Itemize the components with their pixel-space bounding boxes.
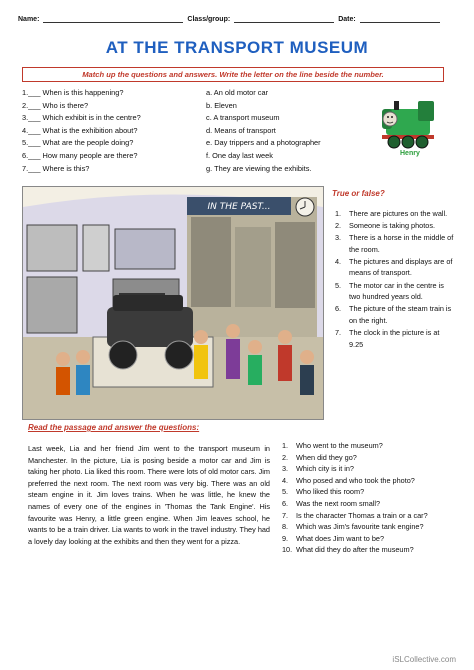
- tank-engine-illustration: [378, 95, 444, 153]
- match-question[interactable]: 4.___ What is the exhibition about?: [22, 125, 138, 135]
- reading-heading: Read the passage and answer the questions:: [28, 423, 200, 432]
- scene-picture: [27, 277, 77, 333]
- match-answer: f. One day last week: [206, 150, 273, 160]
- list-item[interactable]: 7. Is the character Thomas a train or a car?: [282, 510, 428, 520]
- engine-wheel: [416, 136, 428, 148]
- list-item[interactable]: 1. There are pictures on the wall.: [335, 209, 448, 218]
- scene-person: [278, 330, 292, 344]
- engine-face: [383, 112, 397, 126]
- true-false-list: [335, 208, 455, 351]
- scene-picture: [27, 225, 77, 271]
- list-item[interactable]: 10. What did they do after the museum?: [282, 545, 414, 555]
- match-question[interactable]: 3.___ Which exhibit is in the centre?: [22, 113, 141, 123]
- scene-person: [226, 324, 240, 338]
- true-false-heading: True or false?: [332, 189, 385, 198]
- reading-questions: [282, 440, 462, 556]
- name-line[interactable]: [43, 14, 183, 23]
- header-fields: [18, 14, 458, 23]
- scene-picture: [115, 229, 175, 269]
- list-item[interactable]: 2. Someone is taking photos.: [335, 221, 435, 231]
- list-item[interactable]: 7. The clock in the picture is at 9.25: [335, 327, 440, 349]
- match-answers: [206, 87, 366, 175]
- list-item[interactable]: 5. The motor car in the centre is two hundred years old.: [335, 280, 444, 302]
- list-item[interactable]: 5. Who liked this room?: [282, 487, 365, 497]
- match-question[interactable]: 5.___ What are the people doing?: [22, 138, 134, 148]
- date-label: Date:: [338, 16, 356, 23]
- engine-wheel: [402, 136, 414, 148]
- match-questions: [22, 87, 202, 175]
- scene-person: [56, 352, 70, 366]
- match-question[interactable]: 2.___ Who is there?: [22, 100, 89, 110]
- match-answer: b. Eleven: [206, 100, 237, 110]
- scene-person: [76, 350, 90, 364]
- scene-picture: [83, 225, 109, 271]
- scene-person: [300, 350, 314, 364]
- class-label: Class/group:: [187, 16, 231, 23]
- engine-cab: [418, 101, 434, 121]
- match-answer: a. An old motor car: [206, 88, 269, 97]
- list-item[interactable]: 4. The pictures and displays are of means of transport.: [335, 256, 453, 278]
- match-answer: d. Means of transport: [206, 125, 276, 135]
- match-instruction: Match up the questions and answers. Write the letter on the line beside the number.: [22, 67, 444, 82]
- match-question[interactable]: 7.___ Where is this?: [22, 163, 90, 173]
- list-item[interactable]: 8. Which was Jim's favourite tank engine?: [282, 522, 424, 532]
- reading-passage: Last week, Lia and her friend Jim went to the transport museum in Manchester. In the picture, Lia is posing beside a motor car and Jim is taking her photo. Lia liked this room. There were lots of old motor cars. Jim preferred the next room. The next room was very big. There was an old steam engine in it. Jim loves trains. When he was little, he knew the names of every one of the engines in 'Thomas the Tank Engine'. His favourite was Henry, a little green engine. When Jim leaves school, he wants to be a train driver. Lia wants to work in the travel industry. They had a lovely day looking at the exhibits and then they went for a pizza.: [28, 444, 270, 546]
- match-answer: c. A transport museum: [206, 113, 280, 123]
- name-label: Name:: [18, 16, 40, 23]
- engine-funnel: [394, 101, 399, 110]
- page-title: AT THE TRANSPORT MUSEUM: [105, 38, 369, 57]
- match-answer: e. Day trippers and a photographer: [206, 138, 321, 148]
- scene-person: [194, 330, 208, 344]
- match-answer: g. They are viewing the exhibits.: [206, 163, 312, 173]
- list-item[interactable]: 9. What does Jim want to be?: [282, 533, 385, 543]
- list-item[interactable]: 2. When did they go?: [282, 452, 357, 462]
- engine-wheel: [388, 136, 400, 148]
- museum-scene-illustration: [22, 186, 324, 420]
- list-item[interactable]: 3. Which city is it in?: [282, 464, 354, 474]
- list-item[interactable]: 1. Who went to the museum?: [282, 441, 383, 450]
- site-watermark: iSLCollective.com: [392, 655, 456, 664]
- engine-label: Henry: [400, 150, 420, 157]
- scene-car-wheel: [109, 341, 137, 369]
- list-item[interactable]: 4. Who posed and who took the photo?: [282, 475, 415, 485]
- list-item[interactable]: 3. There is a horse in the middle of the room.: [335, 233, 454, 254]
- scene-banner: IN THE PAST...: [207, 202, 271, 212]
- match-question[interactable]: 6.___ How many people are there?: [22, 150, 138, 160]
- match-question[interactable]: 1.___ When is this happening?: [22, 88, 124, 97]
- date-line[interactable]: [360, 14, 440, 23]
- scene-person: [248, 340, 262, 354]
- class-line[interactable]: [234, 14, 334, 23]
- list-item[interactable]: 6. Was the next room small?: [282, 498, 381, 508]
- scene-car-wheel: [165, 341, 193, 369]
- list-item[interactable]: 6. The picture of the steam train is on the right.: [335, 304, 452, 325]
